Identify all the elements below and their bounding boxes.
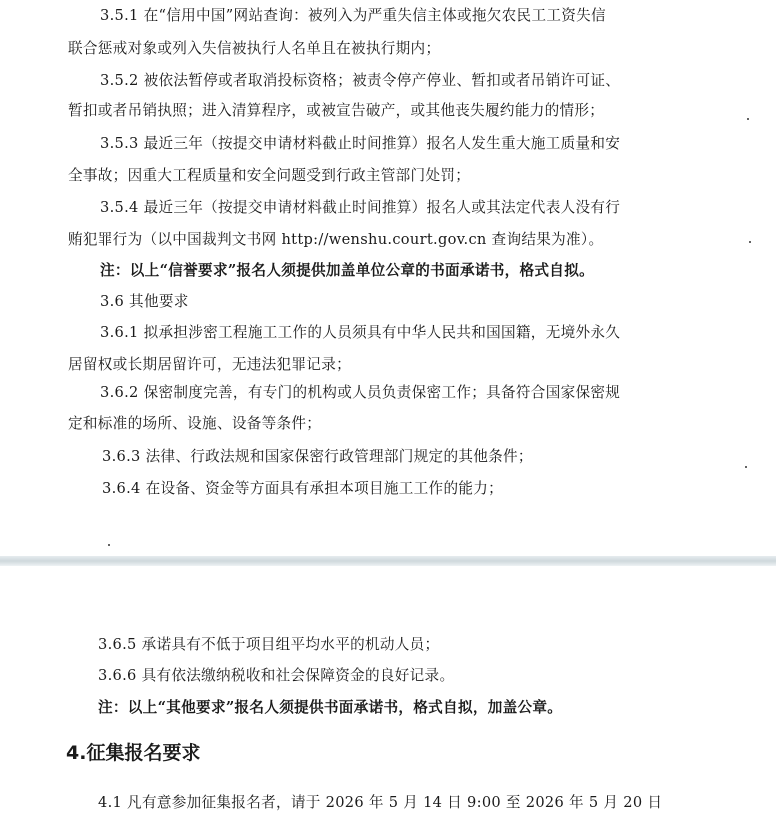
text-line: 3.6.1 拟承担涉密工程施工工作的人员须具有中华人民共和国国籍，无境外永久 <box>100 324 621 341</box>
text-line: 暂扣或者吊销执照；进入清算程序，或被宣告破产，或其他丧失履约能力的情形； <box>68 102 605 119</box>
text-line: 定和标准的场所、设施、设备等条件； <box>68 415 322 432</box>
text-line: 居留权或长期居留许可，无违法犯罪记录； <box>68 356 351 373</box>
note-line: 注：以上“其他要求”报名人须提供书面承诺书，格式自拟，加盖公章。 <box>98 699 563 716</box>
text-line: 贿犯罪行为（以中国裁判文书网 http://wenshu.court.gov.cn 查询结果为准）。 <box>68 231 604 248</box>
note-line: 注：以上“信誉要求”报名人须提供加盖单位公章的书面承诺书，格式自拟。 <box>100 262 594 279</box>
text-line: 3.6.4 在设备、资金等方面具有承担本项目施工工作的能力； <box>102 480 504 497</box>
document-page-2 <box>0 566 776 816</box>
text-line: 3.5.4 最近三年（按提交申请材料截止时间推算）报名人或其法定代表人没有行 <box>100 199 621 216</box>
text-line: 全事故；因重大工程质量和安全问题受到行政主管部门处罚； <box>68 167 471 184</box>
text-line: 3.6.2 保密制度完善，有专门的机构或人员负责保密工作；具备符合国家保密规 <box>100 384 621 401</box>
text-line: 4.1 凡有意参加征集报名者，请于 2026 年 5 月 14 日 9:00 至 2026 年 5 月 20 日 <box>98 794 663 811</box>
scan-speck <box>745 466 747 468</box>
section-title: 3.6 其他要求 <box>100 293 189 310</box>
text-line: 3.6.5 承诺具有不低于项目组平均水平的机动人员； <box>98 636 440 653</box>
text-line: 联合惩戒对象或列入失信被执行人名单且在被执行期内； <box>68 40 441 57</box>
page-separator <box>0 556 776 566</box>
scan-speck <box>749 241 751 243</box>
text-line: 3.6.6 具有依法缴纳税收和社会保障资金的良好记录。 <box>98 667 455 684</box>
section-heading: 4.征集报名要求 <box>66 742 201 764</box>
text-line: 3.5.2 被依法暂停或者取消投标资格；被责令停产停业、暂扣或者吊销许可证、 <box>100 72 621 89</box>
scan-speck <box>108 544 110 546</box>
scan-speck <box>747 118 749 120</box>
text-line: 3.6.3 法律、行政法规和国家保密行政管理部门规定的其他条件； <box>102 448 533 465</box>
text-line: 3.5.1 在“信用中国”网站查询：被列入为严重失信主体或拖欠农民工工资失信 <box>100 7 606 24</box>
text-line: 3.5.3 最近三年（按提交申请材料截止时间推算）报名人发生重大施工质量和安 <box>100 135 621 152</box>
